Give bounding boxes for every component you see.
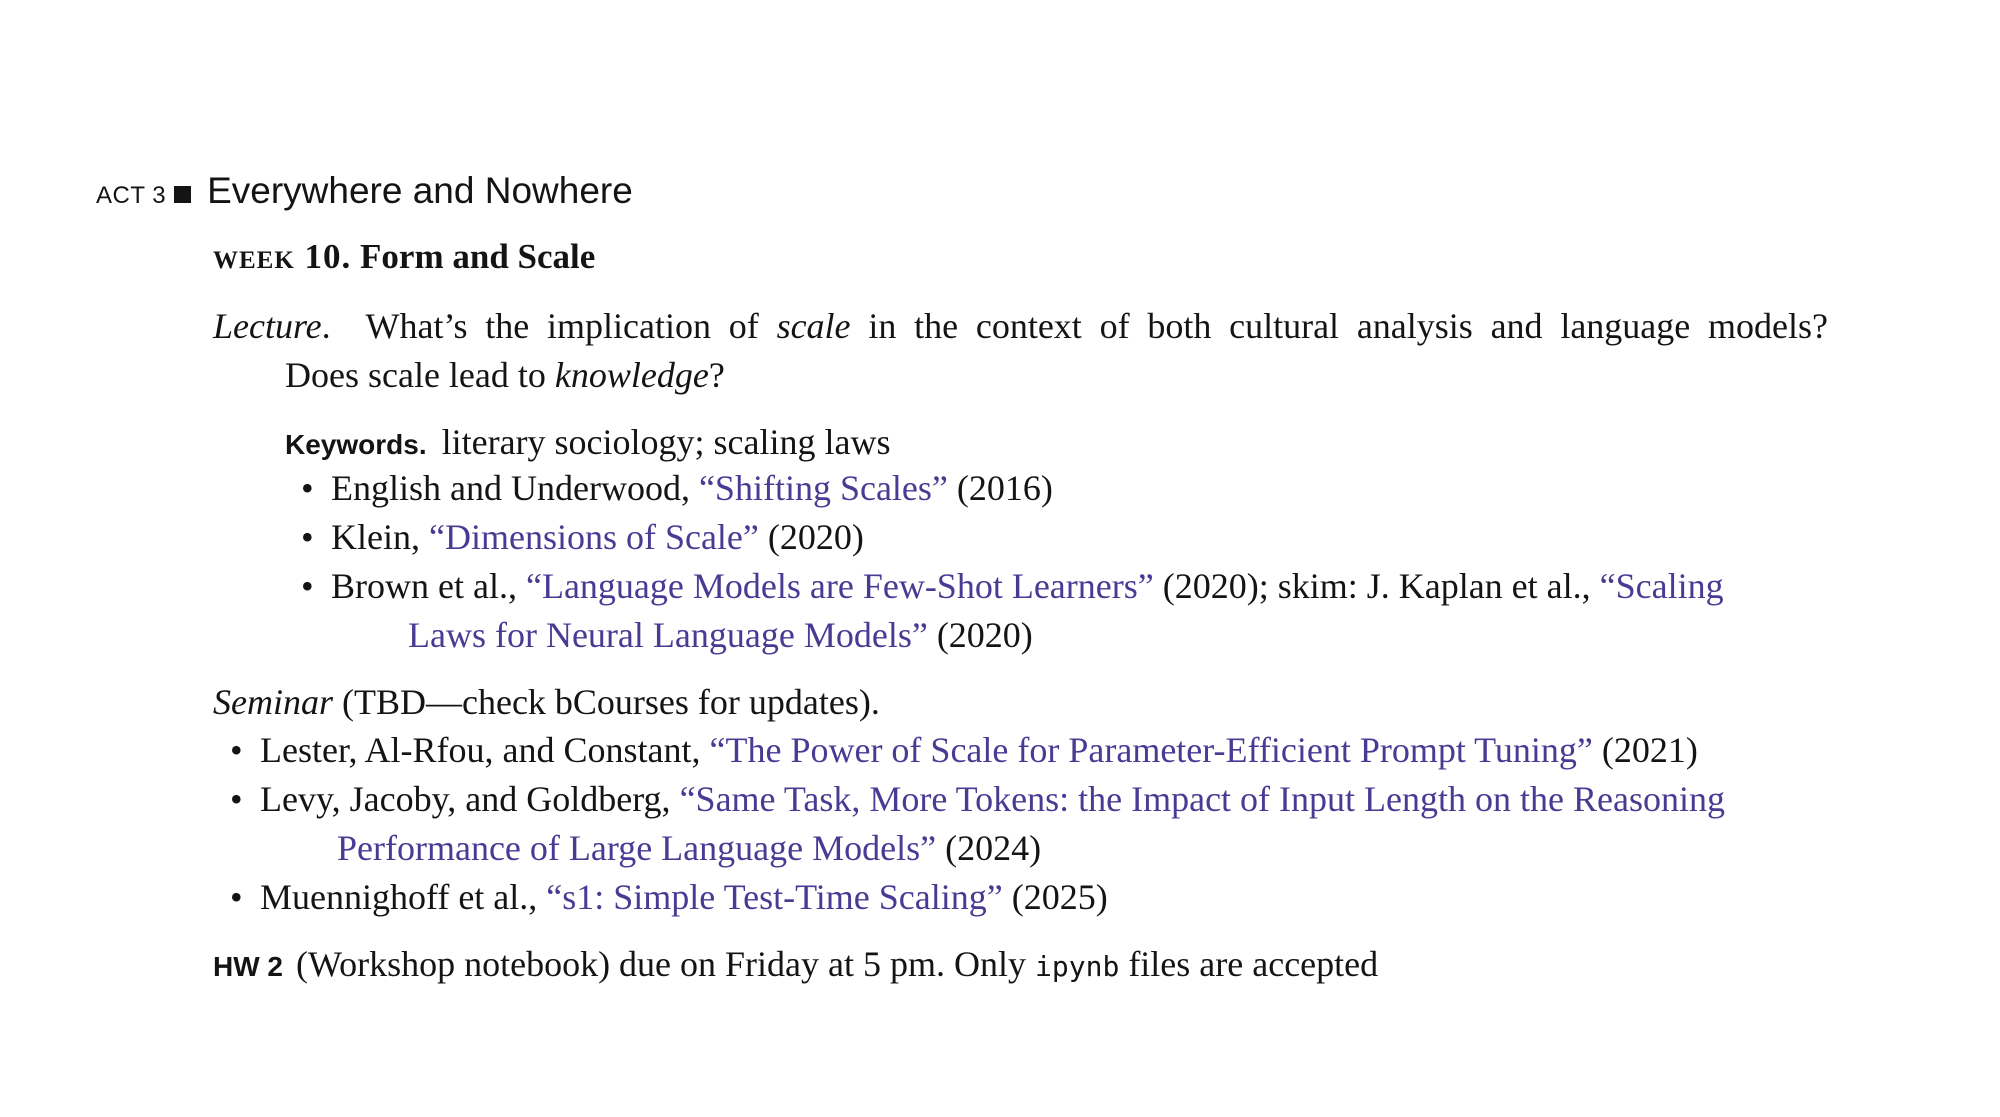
act-title: Everywhere and Nowhere: [207, 170, 633, 211]
keywords-label: Keywords.: [285, 429, 427, 460]
week-title: Form and Scale: [360, 237, 596, 276]
reading-year: (2025): [1011, 877, 1108, 917]
list-item: [301, 513, 1831, 562]
lecture-text-2: in the context of both cultural analysis and language models?: [868, 306, 1829, 346]
seminar-heading: [213, 678, 880, 727]
lecture-readings-list: [301, 464, 1831, 660]
reading-link-dimensions-of-scale[interactable]: “Dimensions of Scale”: [428, 517, 759, 557]
homework-text-2: files are accepted: [1128, 944, 1379, 984]
lecture-description: [213, 302, 1828, 400]
list-item: [301, 562, 1831, 660]
reading-year: (2016): [956, 468, 1053, 508]
reading-link-power-of-scale[interactable]: “The Power of Scale for Parameter-Efficient Prompt Tuning”: [709, 730, 1593, 770]
lecture-emph-knowledge: knowledge: [554, 355, 709, 395]
homework-label: HW 2: [213, 951, 283, 982]
lecture-emph-scale: scale: [776, 306, 851, 346]
reading-link-shifting-scales[interactable]: “Shifting Scales”: [698, 468, 948, 508]
homework-line: [213, 940, 1378, 991]
reading-link-scaling-laws[interactable]: “Scaling: [1599, 566, 1724, 606]
bullet-icon: •: [301, 566, 314, 606]
reading-authors: Brown et al.,: [331, 566, 517, 606]
reading-year: (2021): [1601, 730, 1698, 770]
reading-authors: Lester, Al-Rfou, and Constant,: [260, 730, 701, 770]
list-item: [230, 775, 1840, 873]
act-label: ACT 3: [96, 182, 167, 209]
lecture-text-3: Does scale lead to: [285, 355, 546, 395]
seminar-note: (TBD—check bCourses for updates).: [342, 682, 880, 722]
reading-year: (2024): [945, 828, 1042, 868]
list-item: [230, 873, 1840, 922]
reading-link-few-shot-learners[interactable]: “Language Models are Few-Shot Learners”: [525, 566, 1154, 606]
list-item-continuation: [260, 824, 1840, 873]
reading-authors: Muennighoff et al.,: [260, 877, 538, 917]
lecture-line-1: Lecture. What’s the implication of scale in the context of both cultural analysis and language models?: [213, 306, 1829, 346]
lecture-text-1: What’s the implication of: [365, 306, 759, 346]
square-bullet-icon: [174, 186, 191, 203]
week-heading: [213, 237, 595, 277]
bullet-icon: •: [301, 468, 314, 508]
list-item: [230, 726, 1840, 775]
reading-authors: Klein,: [331, 517, 420, 557]
reading-year: (2020); skim: J. Kaplan et al.,: [1162, 566, 1591, 606]
reading-year: (2020): [936, 615, 1033, 655]
reading-authors: Levy, Jacoby, and Goldberg,: [260, 779, 671, 819]
reading-link-same-task-more-tokens[interactable]: “Same Task, More Tokens: the Impact of Input Length on the Reasoning: [679, 779, 1725, 819]
list-item: [301, 464, 1831, 513]
bullet-icon: •: [230, 877, 243, 917]
bullet-icon: •: [301, 517, 314, 557]
homework-file-type: ipynb: [1035, 950, 1120, 983]
reading-year: (2020): [767, 517, 864, 557]
act-heading: [96, 170, 633, 220]
reading-link-same-task-more-tokens-cont[interactable]: Performance of Large Language Models”: [337, 828, 937, 868]
reading-authors: English and Underwood,: [331, 468, 690, 508]
lecture-label: Lecture: [213, 306, 322, 346]
bullet-icon: •: [230, 779, 243, 819]
keywords-value: literary sociology; scaling laws: [441, 422, 891, 462]
reading-link-scaling-laws-cont[interactable]: Laws for Neural Language Models”: [408, 615, 928, 655]
week-label: week 10.: [213, 237, 352, 276]
seminar-label: Seminar: [213, 682, 333, 722]
homework-text-1: (Workshop notebook) due on Friday at 5 pm. Only: [296, 944, 1027, 984]
lecture-line-2: [213, 351, 1828, 400]
keywords-line: [285, 418, 891, 469]
bullet-icon: •: [230, 730, 243, 770]
seminar-readings-list: [230, 726, 1840, 922]
reading-link-s1-test-time-scaling[interactable]: “s1: Simple Test-Time Scaling”: [546, 877, 1003, 917]
lecture-text-4: ?: [708, 355, 725, 395]
list-item-continuation: [331, 611, 1831, 660]
